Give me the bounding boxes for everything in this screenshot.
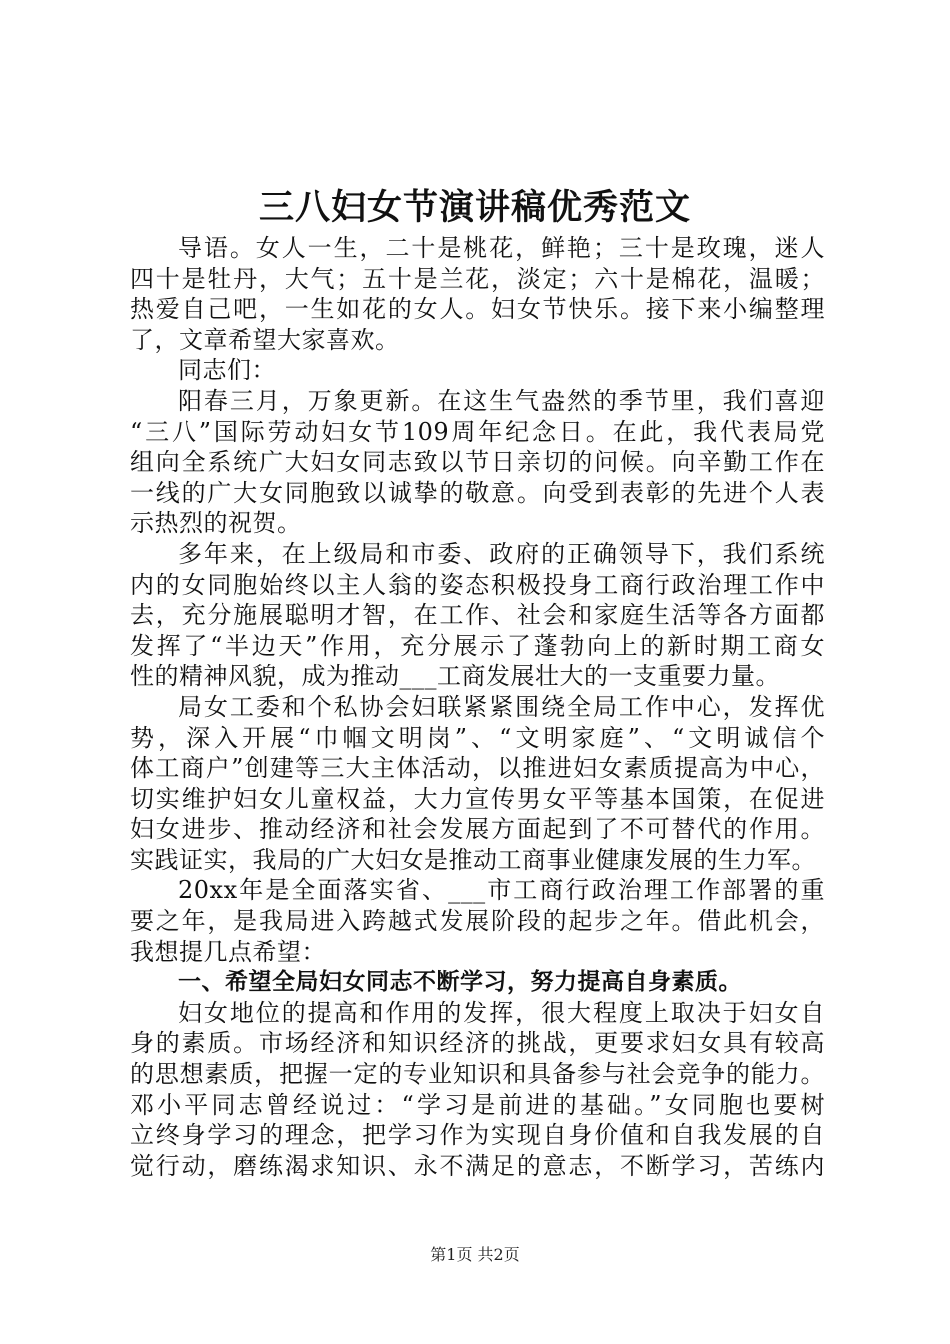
text-line: “三八”国际劳动妇女节109周年纪念日。在此，我代表局党 <box>130 417 825 446</box>
text-line: 身的素质。市场经济和知识经济的挑战，更要求妇女具有较高 <box>130 1029 825 1058</box>
text-line: 实践证实，我局的广大妇女是推动工商事业健康发展的生力军。 <box>130 845 816 874</box>
text-line: 我想提几点希望： <box>130 937 326 966</box>
document-title: 三八妇女节演讲稿优秀范文 <box>258 187 691 228</box>
text-line: 内的女同胞始终以主人翁的姿态积极投身工商行政治理工作中 <box>130 570 825 599</box>
text-line: 组向全系统广大妇女同志致以节日亲切的问候。向辛勤工作在 <box>130 448 825 477</box>
text-line: 要之年，是我局进入跨越式发展阶段的起步之年。借此机会， <box>130 907 825 936</box>
text-line: 妇女进步、推动经济和社会发展方面起到了不可替代的作用。 <box>130 815 825 844</box>
text-line: 示热烈的祝贺。 <box>130 509 302 538</box>
text-line: 了，文章希望大家喜欢。 <box>130 325 400 354</box>
text-line: 邓小平同志曾经说过：“学习是前进的基础。”女同胞也要树 <box>130 1090 825 1119</box>
text-line: 阳春三月，万象更新。在这生气盎然的季节里，我们喜迎 <box>178 386 825 415</box>
salutation: 同志们： <box>178 356 276 385</box>
text-line: 热爱自己吧，一生如花的女人。妇女节快乐。接下来小编整理 <box>130 295 825 324</box>
text-line: 妇女地位的提高和作用的发挥，很大程度上取决于妇女自 <box>178 998 825 1027</box>
section-heading: 一、希望全局妇女同志不断学习，努力提高自身素质。 <box>178 969 742 996</box>
text-line: 一线的广大女同胞致以诚挚的敬意。向受到表彰的先进个人表 <box>130 478 825 507</box>
text-line: 切实维护妇女儿童权益，大力宣传男女平等基本国策，在促进 <box>130 784 825 813</box>
text-line: 势，深入开展“巾帼文明岗”、“文明家庭”、“文明诚信个 <box>130 723 825 752</box>
text-line: 局女工委和个私协会妇联紧紧围绕全局工作中心，发挥优 <box>178 692 825 721</box>
text-line: 多年来，在上级局和市委、政府的正确领导下，我们系统 <box>178 539 825 568</box>
text-line: 性的精神风貌，成为推动___工商发展壮大的一支重要力量。 <box>130 662 780 691</box>
text-line: 立终身学习的理念，把学习作为实现自身价值和自我发展的自 <box>130 1121 825 1150</box>
document-body <box>130 233 825 1181</box>
text-line: 觉行动，磨练渴求知识、永不满足的意志，不断学习，苦练内 <box>130 1151 825 1180</box>
page-footer: 第1页 共2页 <box>430 1245 520 1264</box>
text-line: 20xx年是全面落实省、___市工商行政治理工作部署的重 <box>178 876 825 905</box>
text-line: 体工商户”创建等三大主体活动，以推进妇女素质提高为中心， <box>130 754 825 783</box>
text-line: 发挥了“半边天”作用，充分展示了蓬勃向上的新时期工商女 <box>130 631 825 660</box>
text-line: 四十是牡丹，大气；五十是兰花，淡定；六十是棉花，温暖； <box>130 264 825 293</box>
text-line: 导语。女人一生，二十是桃花，鲜艳；三十是玫瑰，迷人 <box>178 234 825 262</box>
text-line: 去，充分施展聪明才智，在工作、社会和家庭生活等各方面都 <box>130 601 825 630</box>
text-line: 的思想素质，把握一定的专业知识和具备参与社会竞争的能力。 <box>130 1060 825 1089</box>
